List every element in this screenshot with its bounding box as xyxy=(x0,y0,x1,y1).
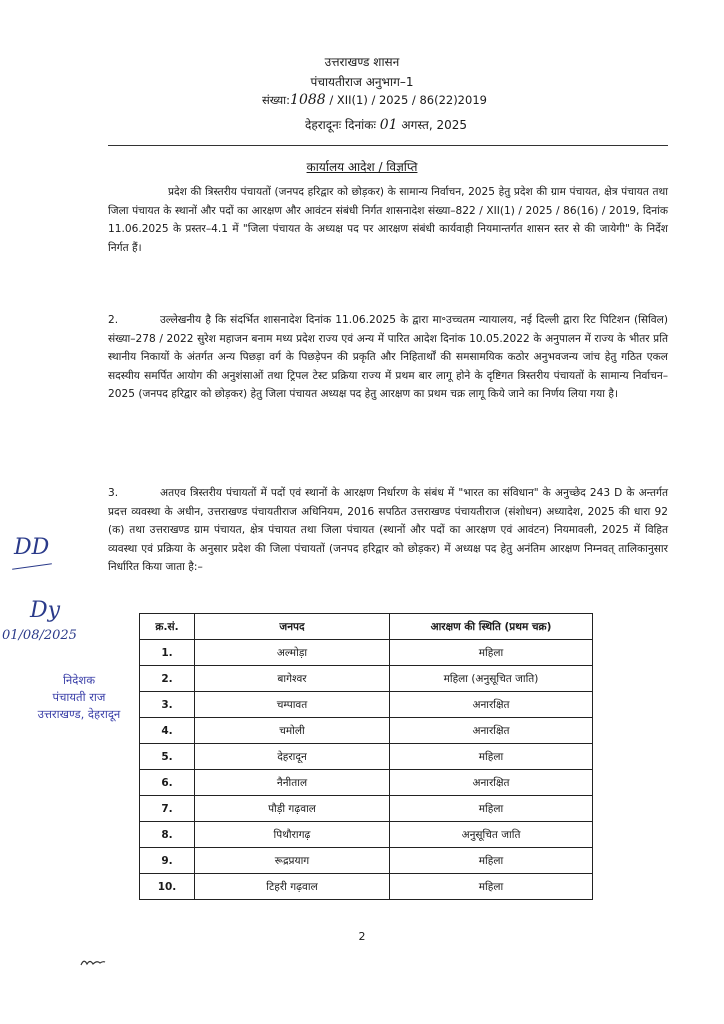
header-status: आरक्षण की स्थिति (प्रथम चक्र) xyxy=(390,614,593,640)
table-row: 5. देहरादून महिला xyxy=(140,744,593,770)
section-heading: पंचायतीराज अनुभाग–1 xyxy=(310,75,414,89)
official-stamp: निदेशक पंचायती राज उत्तराखण्ड, देहरादून xyxy=(37,673,121,721)
paragraph-1: प्रदेश की त्रिस्तरीय पंचायतों (जनपद हरिद्वार को छोड़कर) के सामान्य निर्वाचन, 2025 हेतु प्रदेश की ग्राम पंचायत, क्षेत्र पंचायत तथा जिला पंचायत के स्थानों और पदों का आरक्षण और आवंटन संबंधी निर्गत शासनादेश संख्या–822 / XII(1) / 2025 / 86(16) / 2019, दिनांक 11.06.2025 के प्रस्तर–4.1 में "जिला पंचायत के अध्यक्ष पद पर आरक्षण संबंधी कार्यवाही नियमान्तर्गत शासन स्तर से की जायेगी" के निर्देश निर्गत हैं। xyxy=(108,186,668,254)
pen-scribble-mark xyxy=(80,957,106,967)
table-row: 4. चमोली अनारक्षित xyxy=(140,718,593,744)
header-district: जनपद xyxy=(195,614,390,640)
table-row: 8. पिथौरागढ़ अनुसूचित जाति xyxy=(140,822,593,848)
reservation-table xyxy=(139,613,593,900)
paragraph-2: 2. उल्लेखनीय है कि संदर्भित शासनादेश दिनांक 11.06.2025 के द्वारा मा॰उच्चतम न्यायालय, नई दिल्ली द्वारा रिट पिटिशन (सिविल) संख्या–278 / 2022 सुरेश महाजन बनाम मध्य प्रदेश राज्य एवं अन्य में पारित आदेश दिनांक 10.05.2022 के अनुपालन में राज्य के भीतर प्रति स्थानीय निकायों के अंतर्गत अन्य पिछड़ा वर्ग के पिछड़ेपन की प्रकृति और निहितार्थों की समसामयिक कठोर अनुभवजन्य जांच हेतु गठित एकल सदस्यीय समर्पित आयोग की अनुशंसाओं तथा ट्रिपल टेस्ट प्रक्रिया राज्य में प्रथम बार लागू होने के दृष्टिगत त्रिस्तरीय पंचायतों के सामान्य निर्वाचन–2025 (जनपद हरिद्वार को छोड़कर) हेतु जिला पंचायत अध्यक्ष पद हेतु आरक्षण का प्रथम चक्र लागू किये जाने का निर्णय लिया गया है। xyxy=(108,314,668,400)
table-row: 6. नैनीताल अनारक्षित xyxy=(140,770,593,796)
issue-date: देहरादूनः दिनांकः 01 अगस्त, 2025 xyxy=(305,117,468,133)
table-row: 1. अल्मोड़ा महिला xyxy=(140,640,593,666)
paragraph-3: 3. अतएव त्रिस्तरीय पंचायतों में पदों एवं स्थानों के आरक्षण निर्धारण के संबंध में "भारत का संविधान" के अनुच्छेद 243 D के अन्तर्गत प्रदत्त व्यवस्था के अधीन, उत्तराखण्ड पंचायतीराज अधिनियम, 2016 सपठित उत्तराखण्ड पंचायतीराज (संशोधन) अध्यादेश, 2025 की धारा 92 (क) तथा उत्तराखण्ड ग्राम पंचायत, क्षेत्र पंचायत तथा जिला पंचायत (स्थानों और पदों का आरक्षण एवं आवंटन) नियमावली, 2025 में विहित व्यवस्था एवं प्रक्रिया के अनुसार प्रदेश की जिला पंचायतों (जनपद हरिद्वार को छोड़कर) में अध्यक्ष पद हेतु अनंतिम आरक्षण निम्नवत् तालिकानुसार निर्धारित किया जाता है:– xyxy=(108,487,668,573)
signature-date: 01/08/2025 xyxy=(2,628,77,643)
header-divider xyxy=(108,145,668,146)
header-serial: क्र.सं. xyxy=(140,614,195,640)
initials-underline xyxy=(12,563,52,570)
page-number: 2 xyxy=(358,930,366,943)
handwritten-initials: DD xyxy=(14,535,50,560)
reference-number: संख्या:1088 / XII(1) / 2025 / 86(22)2019 xyxy=(262,92,487,108)
table-row: 10. टिहरी गढ़वाल महिला xyxy=(140,874,593,900)
govt-heading: उत्तराखण्ड शासन xyxy=(324,55,400,69)
handwritten-ref: 1088 xyxy=(290,92,326,108)
table-row: 2. बागेश्वर महिला (अनुसूचित जाति) xyxy=(140,666,593,692)
table-header-row xyxy=(140,614,593,640)
handwritten-signature: Dy xyxy=(30,598,61,623)
table-row: 3. चम्पावत अनारक्षित xyxy=(140,692,593,718)
table-row: 7. पौड़ी गढ़वाल महिला xyxy=(140,796,593,822)
handwritten-date: 01 xyxy=(379,117,398,133)
table-row: 9. रूद्रप्रयाग महिला xyxy=(140,848,593,874)
office-order-title: कार्यालय आदेश / विज्ञप्ति xyxy=(306,160,418,174)
